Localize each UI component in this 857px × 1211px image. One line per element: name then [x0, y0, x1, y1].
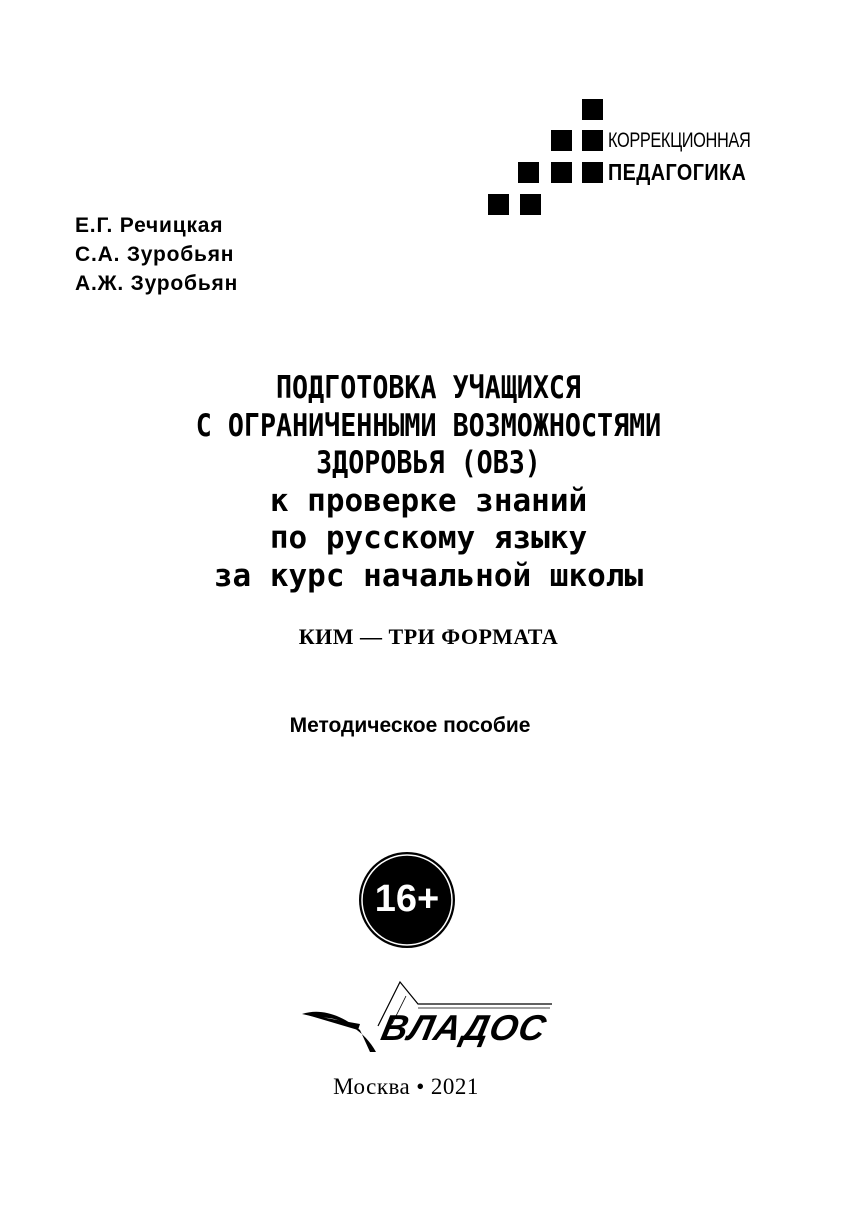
book-genre: Методическое пособие [289, 714, 531, 737]
series-logo [486, 99, 756, 219]
author-list [75, 211, 238, 298]
book-subtitle: КИМ — ТРИ ФОРМАТА [298, 624, 559, 649]
title-line: к проверке знаний [269, 482, 588, 519]
title-line: ЗДОРОВЬЯ (ОВЗ) [316, 445, 541, 481]
logo-square [488, 194, 509, 215]
logo-square [518, 162, 539, 183]
imprint-line [0, 1074, 812, 1100]
imprint-year: 2021 [430, 1074, 479, 1099]
series-name-line1: КОРРЕКЦИОННАЯ [608, 129, 751, 152]
book-title [0, 370, 857, 595]
logo-square [520, 194, 541, 215]
author-name: С.А. Зуробьян [75, 243, 235, 266]
title-line: ПОДГОТОВКА УЧАЩИХСЯ [276, 370, 581, 406]
author-name: А.Ж. Зуробьян [75, 272, 239, 295]
logo-square [551, 130, 572, 151]
age-rating-badge [357, 850, 457, 950]
author-name: Е.Г. Речицкая [75, 214, 224, 237]
title-line: за курс начальной школы [213, 557, 644, 594]
logo-square [582, 162, 603, 183]
age-rating-text: 16+ [374, 878, 440, 920]
series-name-line2: ПЕДАГОГИКА [608, 159, 747, 185]
logo-square [582, 130, 603, 151]
publisher-logo [300, 978, 560, 1058]
publisher-name: ВЛАДОС [377, 1007, 551, 1048]
title-line: С ОГРАНИЧЕННЫМИ ВОЗМОЖНОСТЯМИ [195, 407, 662, 444]
imprint-city: Москва [333, 1074, 411, 1099]
imprint-separator: • [416, 1074, 425, 1099]
logo-square [582, 99, 603, 120]
logo-square [551, 162, 572, 183]
title-line: по русскому языку [269, 520, 588, 556]
